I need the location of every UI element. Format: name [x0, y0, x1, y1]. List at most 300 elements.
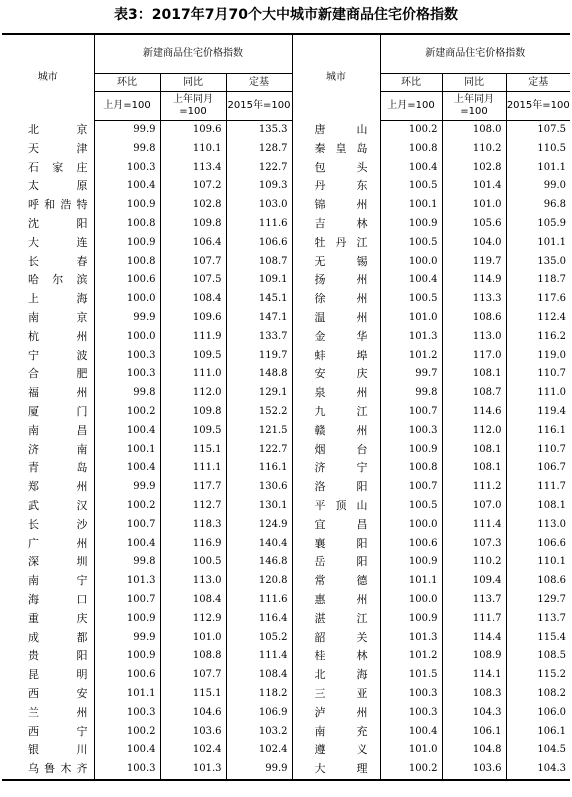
- table-row: [2, 723, 570, 742]
- yoy-value: 108.1: [442, 365, 506, 384]
- city-name: 天津: [28, 141, 88, 155]
- left-yoy-base: 上年同月=100: [160, 92, 226, 121]
- base-value: 147.1: [226, 309, 292, 328]
- base-value: 152.2: [226, 403, 292, 422]
- base-value: 146.8: [226, 553, 292, 572]
- mom-value: 100.5: [380, 290, 442, 309]
- yoy-value: 104.8: [442, 741, 506, 760]
- table-row: [2, 535, 570, 554]
- yoy-value: 114.9: [442, 271, 506, 290]
- table-row: [2, 478, 570, 497]
- base-value: 105.2: [226, 629, 292, 648]
- city-name: 银川: [28, 743, 88, 757]
- base-value: 106.6: [226, 234, 292, 253]
- base-value: 115.2: [506, 666, 570, 685]
- city-name: 大理: [292, 760, 380, 780]
- table-row: [2, 516, 570, 535]
- city-name: 呼和浩特: [28, 198, 88, 212]
- left-base-base: 2015年=100: [226, 92, 292, 121]
- city-name: 徐州: [292, 290, 380, 309]
- base-value: 122.7: [226, 441, 292, 460]
- base-value: 108.4: [226, 666, 292, 685]
- page-title: 表3：2017年7月70个大中城市新建商品住宅价格指数: [114, 7, 458, 23]
- yoy-value: 113.0: [160, 572, 226, 591]
- table-row: [2, 629, 570, 648]
- city-name: 宜昌: [292, 516, 380, 535]
- base-value: 106.0: [506, 704, 570, 723]
- city-name: 昆明: [28, 668, 88, 682]
- base-value: 119.4: [506, 403, 570, 422]
- yoy-value: 109.8: [160, 403, 226, 422]
- base-value: 133.7: [226, 328, 292, 347]
- yoy-value: 108.8: [160, 647, 226, 666]
- table-row: [2, 215, 570, 234]
- base-value: 104.5: [506, 741, 570, 760]
- base-value: 105.9: [506, 215, 570, 234]
- mom-value: 100.8: [380, 140, 442, 159]
- table-row: [2, 253, 570, 272]
- yoy-value: 108.9: [442, 647, 506, 666]
- city-name: 南宁: [28, 574, 88, 588]
- mom-value: 100.0: [380, 591, 442, 610]
- table-row: [2, 647, 570, 666]
- base-value: 124.9: [226, 516, 292, 535]
- base-value: 106.1: [506, 723, 570, 742]
- city-name: 温州: [292, 309, 380, 328]
- base-value: 111.6: [226, 215, 292, 234]
- yoy-value: 104.0: [442, 234, 506, 253]
- city-name: 青岛: [28, 461, 88, 475]
- base-value: 119.7: [226, 347, 292, 366]
- yoy-value: 112.0: [160, 384, 226, 403]
- yoy-value: 109.6: [160, 309, 226, 328]
- mom-value: 100.3: [380, 685, 442, 704]
- yoy-value: 108.7: [442, 384, 506, 403]
- base-value: 108.5: [506, 647, 570, 666]
- base-value: 116.1: [506, 422, 570, 441]
- mom-value: 99.8: [94, 553, 160, 572]
- mom-value: 101.1: [380, 572, 442, 591]
- city-name: 九江: [292, 403, 380, 422]
- mom-value: 100.0: [94, 328, 160, 347]
- yoy-value: 111.7: [442, 610, 506, 629]
- yoy-value: 108.4: [160, 591, 226, 610]
- right-yoy-header: 同比: [442, 74, 506, 92]
- city-name: 无锡: [292, 253, 380, 272]
- mom-value: 100.4: [380, 271, 442, 290]
- mom-value: 100.0: [380, 516, 442, 535]
- base-value: 140.4: [226, 535, 292, 554]
- city-name: 襄阳: [292, 535, 380, 554]
- table-row: [2, 384, 570, 403]
- left-city-header: 城市: [2, 34, 94, 121]
- right-mom-header: 环比: [380, 74, 442, 92]
- city-name: 太原: [28, 179, 88, 193]
- base-value: 111.6: [226, 591, 292, 610]
- base-value: 121.5: [226, 422, 292, 441]
- mom-value: 100.2: [380, 760, 442, 780]
- table-row: [2, 666, 570, 685]
- city-name: 乌鲁木齐: [2, 760, 94, 780]
- city-name: 三亚: [292, 685, 380, 704]
- yoy-value: 102.8: [160, 196, 226, 215]
- base-value: 118.2: [226, 685, 292, 704]
- base-value: 99.9: [226, 760, 292, 780]
- base-value: 130.6: [226, 478, 292, 497]
- base-value: 148.8: [226, 365, 292, 384]
- yoy-value: 106.1: [442, 723, 506, 742]
- base-value: 115.4: [506, 629, 570, 648]
- mom-value: 100.7: [380, 478, 442, 497]
- mom-value: 100.6: [94, 666, 160, 685]
- base-value: 106.9: [226, 704, 292, 723]
- yoy-value: 111.1: [160, 459, 226, 478]
- mom-value: 100.4: [94, 741, 160, 760]
- base-value: 108.2: [506, 685, 570, 704]
- yoy-value: 108.4: [160, 290, 226, 309]
- yoy-value: 115.1: [160, 441, 226, 460]
- base-value: 107.5: [506, 121, 570, 140]
- yoy-value: 108.1: [442, 459, 506, 478]
- city-name: 西安: [28, 686, 88, 700]
- city-name: 烟台: [292, 441, 380, 460]
- yoy-value: 113.0: [442, 328, 506, 347]
- city-name: 福州: [28, 386, 88, 400]
- base-value: 103.0: [226, 196, 292, 215]
- city-name: 哈尔滨: [28, 273, 88, 287]
- mom-value: 100.3: [94, 159, 160, 178]
- base-value: 104.3: [506, 760, 570, 780]
- mom-value: 100.7: [380, 403, 442, 422]
- table-row: [2, 309, 570, 328]
- base-value: 106.7: [506, 459, 570, 478]
- yoy-value: 109.5: [160, 422, 226, 441]
- mom-value: 100.4: [380, 159, 442, 178]
- city-name: 吉林: [292, 215, 380, 234]
- base-value: 116.2: [506, 328, 570, 347]
- yoy-value: 101.0: [442, 196, 506, 215]
- mom-value: 100.9: [94, 647, 160, 666]
- city-name: 惠州: [292, 591, 380, 610]
- yoy-value: 103.6: [442, 760, 506, 780]
- left-yoy-header: 同比: [160, 74, 226, 92]
- base-value: 103.2: [226, 723, 292, 742]
- base-value: 145.1: [226, 290, 292, 309]
- yoy-value: 104.6: [160, 704, 226, 723]
- base-value: 135.3: [226, 121, 292, 140]
- mom-value: 100.6: [94, 271, 160, 290]
- city-name: 贵阳: [28, 649, 88, 663]
- yoy-value: 112.7: [160, 497, 226, 516]
- mom-value: 99.7: [380, 365, 442, 384]
- base-value: 108.6: [506, 572, 570, 591]
- base-value: 111.7: [506, 478, 570, 497]
- base-value: 102.4: [226, 741, 292, 760]
- mom-value: 100.9: [380, 610, 442, 629]
- mom-value: 100.8: [94, 253, 160, 272]
- base-value: 108.1: [506, 497, 570, 516]
- city-name: 长沙: [28, 517, 88, 531]
- base-value: 120.8: [226, 572, 292, 591]
- city-name: 深圳: [28, 555, 88, 569]
- mom-value: 100.3: [94, 347, 160, 366]
- table-row: [2, 741, 570, 760]
- mom-value: 100.5: [380, 177, 442, 196]
- city-name: 金华: [292, 328, 380, 347]
- mom-value: 99.9: [94, 629, 160, 648]
- city-name: 泉州: [292, 384, 380, 403]
- yoy-value: 117.0: [442, 347, 506, 366]
- yoy-value: 112.0: [442, 422, 506, 441]
- yoy-value: 107.7: [160, 253, 226, 272]
- mom-value: 100.6: [380, 535, 442, 554]
- table-row: [2, 685, 570, 704]
- city-name: 兰州: [28, 705, 88, 719]
- table-row: [2, 760, 570, 780]
- city-name: 北海: [292, 666, 380, 685]
- city-name: 石家庄: [28, 160, 88, 174]
- city-name: 济南: [28, 442, 88, 456]
- yoy-value: 107.5: [160, 271, 226, 290]
- mom-value: 99.8: [380, 384, 442, 403]
- yoy-value: 110.1: [160, 140, 226, 159]
- base-value: 96.8: [506, 196, 570, 215]
- table-row: [2, 610, 570, 629]
- yoy-value: 106.4: [160, 234, 226, 253]
- mom-value: 100.3: [94, 704, 160, 723]
- base-value: 129.7: [506, 591, 570, 610]
- mom-value: 101.2: [380, 647, 442, 666]
- base-value: 111.0: [506, 384, 570, 403]
- yoy-value: 107.7: [160, 666, 226, 685]
- city-name: 南昌: [28, 423, 88, 437]
- mom-value: 99.8: [94, 384, 160, 403]
- yoy-value: 102.8: [442, 159, 506, 178]
- city-name: 长春: [28, 254, 88, 268]
- yoy-value: 113.4: [160, 159, 226, 178]
- city-name: 丹东: [292, 177, 380, 196]
- base-value: 112.4: [506, 309, 570, 328]
- yoy-value: 109.4: [442, 572, 506, 591]
- mom-value: 99.9: [94, 309, 160, 328]
- mom-value: 101.3: [380, 629, 442, 648]
- yoy-value: 111.2: [442, 478, 506, 497]
- city-name: 南充: [292, 723, 380, 742]
- mom-value: 101.0: [380, 309, 442, 328]
- mom-value: 100.1: [94, 441, 160, 460]
- base-value: 99.0: [506, 177, 570, 196]
- mom-value: 100.2: [94, 403, 160, 422]
- yoy-value: 109.6: [160, 121, 226, 140]
- mom-value: 100.3: [380, 422, 442, 441]
- yoy-value: 114.4: [442, 629, 506, 648]
- mom-value: 100.4: [94, 422, 160, 441]
- base-value: 106.6: [506, 535, 570, 554]
- mom-value: 100.3: [380, 704, 442, 723]
- city-name: 桂林: [292, 647, 380, 666]
- city-name: 成都: [28, 630, 88, 644]
- mom-value: 101.3: [380, 328, 442, 347]
- mom-value: 101.2: [380, 347, 442, 366]
- yoy-value: 116.9: [160, 535, 226, 554]
- mom-value: 100.4: [94, 177, 160, 196]
- city-name: 宁波: [28, 348, 88, 362]
- city-name: 合肥: [28, 367, 88, 381]
- right-group-header: 新建商品住宅价格指数: [380, 34, 570, 74]
- city-name: 西宁: [28, 724, 88, 738]
- city-name: 武汉: [28, 498, 88, 512]
- base-value: 119.0: [506, 347, 570, 366]
- yoy-value: 101.3: [160, 760, 226, 780]
- city-name: 海口: [28, 592, 88, 606]
- city-name: 郑州: [28, 480, 88, 494]
- base-value: 109.3: [226, 177, 292, 196]
- mom-value: 100.4: [380, 723, 442, 742]
- mom-value: 100.9: [380, 553, 442, 572]
- base-value: 118.7: [506, 271, 570, 290]
- base-value: 117.6: [506, 290, 570, 309]
- table-row: [2, 290, 570, 309]
- city-name: 岳阳: [292, 553, 380, 572]
- yoy-value: 111.9: [160, 328, 226, 347]
- base-value: 109.1: [226, 271, 292, 290]
- base-value: 135.0: [506, 253, 570, 272]
- table-row: [2, 271, 570, 290]
- table-row: [2, 704, 570, 723]
- mom-value: 99.9: [94, 478, 160, 497]
- yoy-value: 108.1: [442, 441, 506, 460]
- yoy-value: 101.4: [442, 177, 506, 196]
- yoy-value: 109.8: [160, 215, 226, 234]
- base-value: 130.1: [226, 497, 292, 516]
- base-value: 110.5: [506, 140, 570, 159]
- yoy-value: 119.7: [442, 253, 506, 272]
- mom-value: 100.0: [94, 290, 160, 309]
- yoy-value: 107.3: [442, 535, 506, 554]
- base-value: 111.4: [226, 647, 292, 666]
- base-value: 101.1: [506, 234, 570, 253]
- table-row: [2, 441, 570, 460]
- mom-value: 99.8: [94, 140, 160, 159]
- yoy-value: 112.9: [160, 610, 226, 629]
- city-name: 包头: [292, 159, 380, 178]
- yoy-value: 114.1: [442, 666, 506, 685]
- city-name: 赣州: [292, 422, 380, 441]
- yoy-value: 110.2: [442, 553, 506, 572]
- left-mom-header: 环比: [94, 74, 160, 92]
- city-name: 常德: [292, 572, 380, 591]
- mom-value: 101.5: [380, 666, 442, 685]
- table-body: [2, 121, 570, 780]
- yoy-value: 117.7: [160, 478, 226, 497]
- city-name: 扬州: [292, 271, 380, 290]
- mom-value: 100.8: [94, 215, 160, 234]
- yoy-value: 104.3: [442, 704, 506, 723]
- city-name: 北京: [28, 122, 88, 136]
- left-mom-base: 上月=100: [94, 92, 160, 121]
- mom-value: 100.9: [380, 441, 442, 460]
- mom-value: 100.7: [94, 516, 160, 535]
- mom-value: 100.3: [94, 760, 160, 780]
- table-row: [2, 140, 570, 159]
- mom-value: 100.9: [380, 215, 442, 234]
- table-row: [2, 365, 570, 384]
- yoy-value: 115.1: [160, 685, 226, 704]
- city-name: 韶关: [292, 629, 380, 648]
- left-group-header: 新建商品住宅价格指数: [94, 34, 292, 74]
- left-base-header: 定基: [226, 74, 292, 92]
- table-row: [2, 572, 570, 591]
- yoy-value: 110.2: [442, 140, 506, 159]
- base-value: 122.7: [226, 159, 292, 178]
- yoy-value: 113.7: [442, 591, 506, 610]
- yoy-value: 108.6: [442, 309, 506, 328]
- mom-value: 100.5: [380, 497, 442, 516]
- city-name: 平顶山: [292, 497, 380, 516]
- yoy-value: 113.3: [442, 290, 506, 309]
- table-row: [2, 177, 570, 196]
- yoy-value: 111.0: [160, 365, 226, 384]
- base-value: 110.7: [506, 441, 570, 460]
- yoy-value: 108.0: [442, 121, 506, 140]
- table-row: [2, 459, 570, 478]
- yoy-value: 107.0: [442, 497, 506, 516]
- right-mom-base: 上月=100: [380, 92, 442, 121]
- yoy-value: 109.5: [160, 347, 226, 366]
- yoy-value: 118.3: [160, 516, 226, 535]
- city-name: 洛阳: [292, 478, 380, 497]
- base-value: 113.7: [506, 610, 570, 629]
- yoy-value: 107.2: [160, 177, 226, 196]
- base-value: 110.1: [506, 553, 570, 572]
- mom-value: 100.9: [94, 196, 160, 215]
- mom-value: 100.2: [94, 723, 160, 742]
- yoy-value: 103.6: [160, 723, 226, 742]
- yoy-value: 114.6: [442, 403, 506, 422]
- yoy-value: 101.0: [160, 629, 226, 648]
- yoy-value: 100.5: [160, 553, 226, 572]
- mom-value: 100.2: [380, 121, 442, 140]
- yoy-value: 105.6: [442, 215, 506, 234]
- base-value: 101.1: [506, 159, 570, 178]
- city-name: 南京: [28, 310, 88, 324]
- table-row: [2, 497, 570, 516]
- mom-value: 101.1: [94, 685, 160, 704]
- city-name: 厦门: [28, 404, 88, 418]
- city-name: 牡丹江: [292, 234, 380, 253]
- table-row: [2, 234, 570, 253]
- mom-value: 100.7: [94, 591, 160, 610]
- base-value: 128.7: [226, 140, 292, 159]
- table-row: [2, 159, 570, 178]
- mom-value: 99.9: [94, 121, 160, 140]
- city-name: 唐山: [292, 121, 380, 140]
- mom-value: 100.9: [94, 610, 160, 629]
- table-row: [2, 591, 570, 610]
- right-base-header: 定基: [506, 74, 570, 92]
- table-row: [2, 553, 570, 572]
- table-row: [2, 347, 570, 366]
- mom-value: 101.0: [380, 741, 442, 760]
- base-value: 116.1: [226, 459, 292, 478]
- mom-value: 100.9: [94, 234, 160, 253]
- mom-value: 100.4: [94, 535, 160, 554]
- base-value: 129.1: [226, 384, 292, 403]
- city-name: 安庆: [292, 365, 380, 384]
- mom-value: 100.0: [380, 253, 442, 272]
- city-name: 湛江: [292, 610, 380, 629]
- city-name: 重庆: [28, 611, 88, 625]
